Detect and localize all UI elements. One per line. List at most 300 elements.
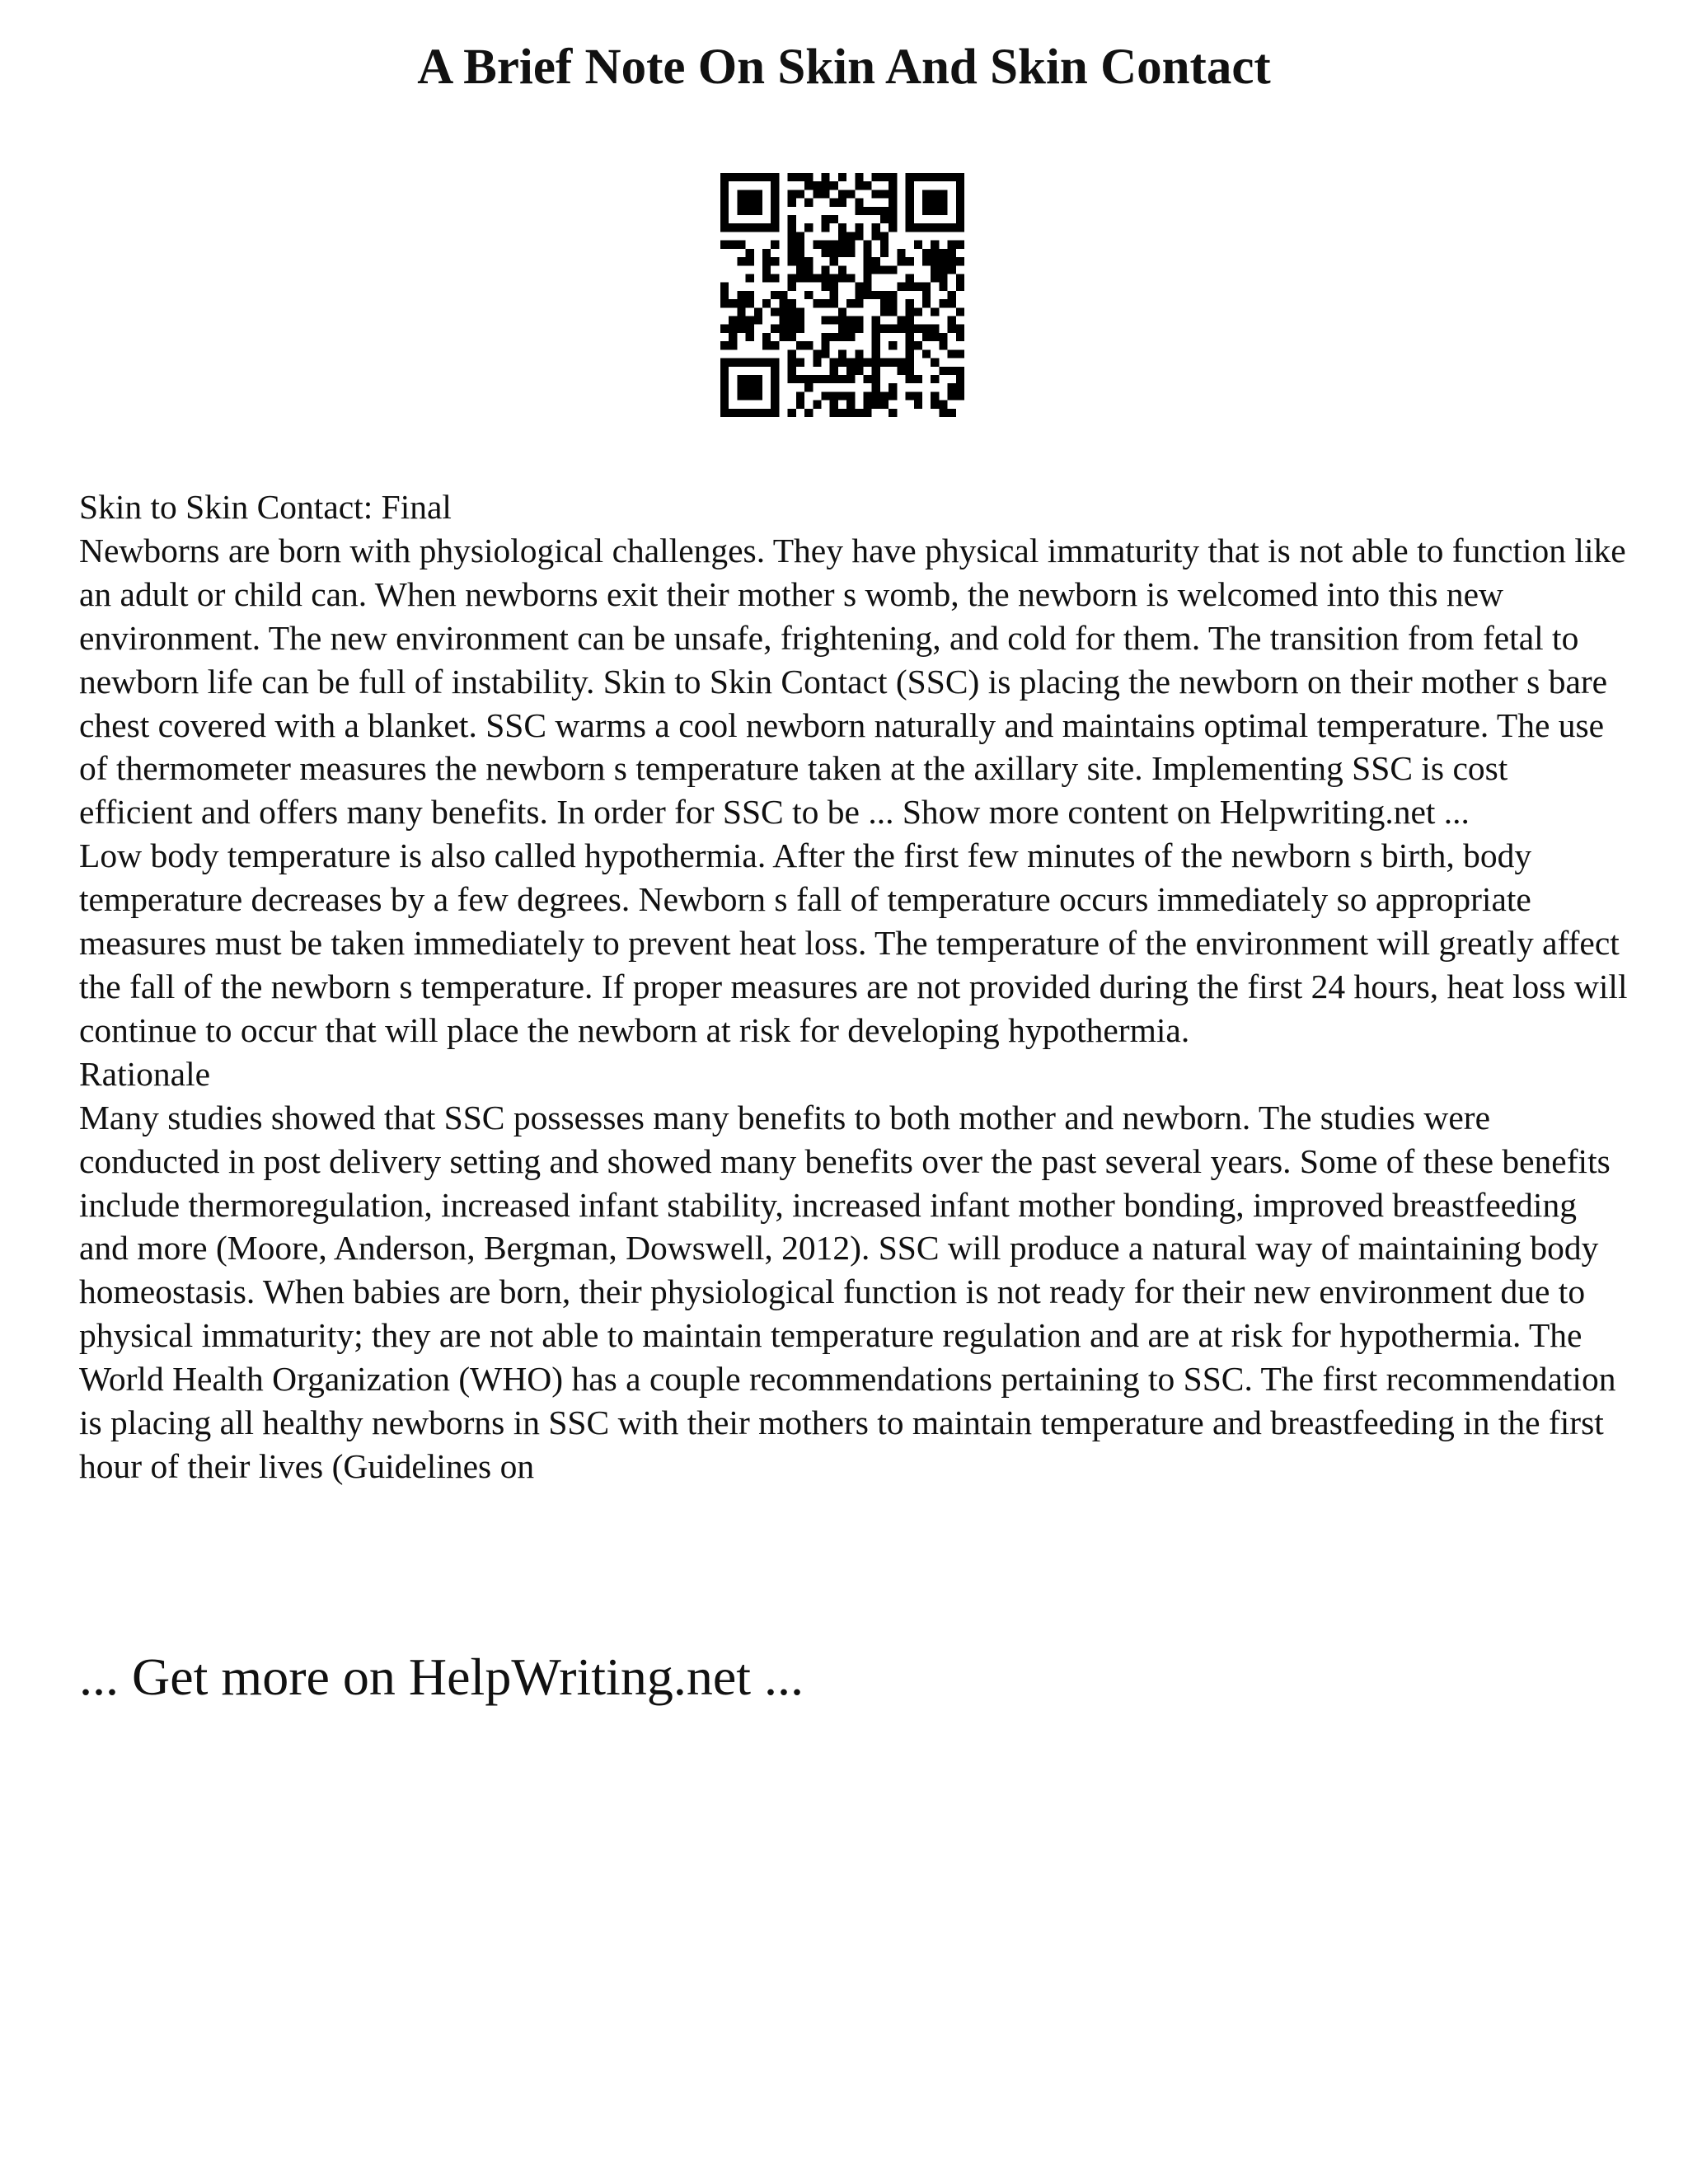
qr-module [846, 333, 855, 341]
qr-module [737, 199, 745, 207]
qr-module [804, 199, 813, 207]
qr-module [897, 325, 905, 333]
qr-module [956, 307, 964, 316]
qr-module [864, 391, 872, 400]
qr-module [948, 349, 956, 358]
qr-module [906, 274, 914, 282]
qr-module [889, 307, 897, 316]
qr-module [771, 215, 779, 223]
qr-module [821, 391, 829, 400]
qr-module [838, 391, 846, 400]
qr-module [779, 325, 787, 333]
qr-module [914, 173, 922, 181]
qr-module [906, 349, 914, 358]
qr-module [830, 391, 838, 400]
qr-module [720, 391, 729, 400]
qr-module [948, 265, 956, 274]
qr-module [746, 409, 754, 417]
qr-module [914, 325, 922, 333]
qr-module [906, 199, 914, 207]
qr-module [788, 409, 796, 417]
qr-module [906, 257, 914, 265]
qr-module [779, 316, 787, 325]
qr-module [922, 291, 931, 299]
get-more-link[interactable]: ... Get more on HelpWriting.net ... [79, 1647, 804, 1706]
qr-module [939, 274, 947, 282]
qr-module [720, 207, 729, 215]
qr-module [720, 223, 729, 232]
qr-module [931, 359, 939, 367]
qr-module [889, 173, 897, 181]
qr-module [922, 283, 931, 291]
qr-module [855, 349, 863, 358]
qr-module [931, 173, 939, 181]
qr-module [771, 181, 779, 190]
qr-module [889, 391, 897, 400]
qr-module [813, 299, 821, 307]
qr-module [922, 299, 931, 307]
qr-module [737, 391, 745, 400]
qr-module [754, 383, 762, 391]
qr-module [762, 299, 771, 307]
qr-module [821, 316, 829, 325]
document-body [79, 485, 1629, 1488]
qr-module [746, 223, 754, 232]
qr-module [771, 367, 779, 375]
qr-module [948, 367, 956, 375]
qr-module [855, 359, 863, 367]
qr-module [754, 375, 762, 383]
qr-module [804, 375, 813, 383]
qr-module [931, 391, 939, 400]
qr-module [796, 257, 804, 265]
qr-module [956, 207, 964, 215]
qr-module [788, 307, 796, 316]
paragraph: Many studies showed that SSC possesses many benefits to both mother and newborn. The studies were conducted in post delivery setting and showed many benefits over the past several years. Some of these benefits include thermoregulation, increased infant stability, increased infant mother bonding, improved breastfeeding and more (Moore, Anderson, Bergman, Dowswell, 2012). SSC will produce a natural way of maintaining body homeostasis. When babies are born, their physiological function is not ready for their new environment due to physical immaturity; they are not able to maintain temperature regulation and are at risk for hypothermia. The World Health Organization (WHO) has a couple recommendations pertaining to SSC. The first recommendation is placing all healthy newborns in SSC with their mothers to maintain temperature and breastfeeding in the first hour of their lives (Guidelines on [79, 1098, 1616, 1485]
qr-module [771, 291, 779, 299]
qr-module [948, 291, 956, 299]
qr-module [956, 181, 964, 190]
qr-module [931, 265, 939, 274]
qr-module [872, 341, 880, 349]
qr-module [897, 316, 905, 325]
qr-module [922, 257, 931, 265]
qr-module [864, 291, 872, 299]
qr-module [872, 265, 880, 274]
qr-module [788, 375, 796, 383]
qr-module [939, 367, 947, 375]
qr-module [889, 341, 897, 349]
qr-module [922, 190, 931, 198]
qr-module [796, 241, 804, 249]
qr-module [846, 401, 855, 409]
qr-module [939, 283, 947, 291]
qr-module [796, 359, 804, 367]
qr-module [846, 232, 855, 240]
qr-module [729, 173, 737, 181]
qr-module [830, 367, 838, 375]
qr-module [914, 341, 922, 349]
qr-module [914, 223, 922, 232]
qr-module [830, 375, 838, 383]
qr-module [880, 215, 889, 223]
qr-module [754, 190, 762, 198]
qr-module [720, 190, 729, 198]
qr-module [737, 207, 745, 215]
qr-module [931, 241, 939, 249]
qr-module [939, 333, 947, 341]
qr-module [779, 307, 787, 316]
qr-module [880, 291, 889, 299]
qr-module [939, 223, 947, 232]
qr-module [821, 349, 829, 358]
qr-module [838, 274, 846, 282]
qr-module [897, 359, 905, 367]
qr-module [880, 207, 889, 215]
qr-module [830, 409, 838, 417]
qr-module [821, 223, 829, 232]
qr-module [846, 316, 855, 325]
qr-module [838, 223, 846, 232]
qr-module [720, 199, 729, 207]
qr-module [956, 325, 964, 333]
qr-module [846, 274, 855, 282]
qr-module [720, 401, 729, 409]
qr-module [956, 391, 964, 400]
qr-module [872, 391, 880, 400]
qr-module [872, 333, 880, 341]
qr-module [880, 232, 889, 240]
qr-module [821, 375, 829, 383]
qr-module [846, 409, 855, 417]
qr-module [922, 333, 931, 341]
qr-module [855, 199, 863, 207]
qr-module [821, 274, 829, 282]
qr-module [737, 325, 745, 333]
qr-module [864, 409, 872, 417]
qr-module [939, 401, 947, 409]
qr-module [956, 173, 964, 181]
qr-module [838, 359, 846, 367]
qr-module [914, 307, 922, 316]
qr-module [948, 391, 956, 400]
qr-module [788, 349, 796, 358]
qr-module [846, 325, 855, 333]
qr-module [906, 181, 914, 190]
qr-module [762, 265, 771, 274]
section-heading: Rationale [79, 1054, 211, 1093]
qr-module [737, 257, 745, 265]
qr-module [737, 409, 745, 417]
qr-module [889, 207, 897, 215]
qr-module [821, 341, 829, 349]
qr-module [864, 249, 872, 257]
qr-module [956, 257, 964, 265]
paragraph: Newborns are born with physiological challenges. They have physical immaturity that is not able to function like an adult or child can. When newborns exit their mother s womb, the newborn is welcomed into this new environment. The new environment can be unsafe, frightening, and cold for them. The transition from fetal to newborn life can be full of instability. Skin to Skin Contact (SSC) is placing the newborn on their mother s bare chest covered with a blanket. SSC warms a cool newborn naturally and maintains optimal temperature. The use of thermometer measures the newborn s temperature taken at the axillary site. Implementing SSC is cost efficient and offers many benefits. In order for SSC to be ... Show more content on Helpwriting.net ... [79, 531, 1626, 832]
qr-module [754, 359, 762, 367]
qr-module [771, 241, 779, 249]
qr-module [948, 223, 956, 232]
qr-module [796, 375, 804, 383]
qr-module [855, 232, 863, 240]
qr-module [931, 207, 939, 215]
qr-module [838, 199, 846, 207]
qr-module [771, 307, 779, 316]
qr-module [779, 299, 787, 307]
qr-module [804, 265, 813, 274]
qr-module [720, 383, 729, 391]
qr-module [737, 173, 745, 181]
qr-module [872, 173, 880, 181]
qr-module [948, 173, 956, 181]
qr-module [821, 173, 829, 181]
qr-module [746, 257, 754, 265]
qr-module [771, 207, 779, 215]
qr-module [830, 316, 838, 325]
qr-module [838, 333, 846, 341]
qr-module [720, 409, 729, 417]
qr-module [737, 241, 745, 249]
qr-module [821, 299, 829, 307]
qr-module [830, 274, 838, 282]
qr-module [889, 223, 897, 232]
qr-module [931, 249, 939, 257]
qr-module [796, 316, 804, 325]
qr-module [846, 249, 855, 257]
qr-module [771, 375, 779, 383]
qr-module [838, 173, 846, 181]
qr-module [855, 291, 863, 299]
qr-code-icon[interactable] [720, 173, 964, 417]
qr-module [948, 383, 956, 391]
qr-module [897, 257, 905, 265]
qr-module [914, 241, 922, 249]
qr-module [746, 375, 754, 383]
qr-module [855, 283, 863, 291]
qr-module [796, 265, 804, 274]
qr-module [939, 257, 947, 265]
qr-module [720, 173, 729, 181]
qr-module [864, 401, 872, 409]
qr-module [762, 409, 771, 417]
qr-module [922, 199, 931, 207]
qr-module [762, 223, 771, 232]
qr-module [948, 241, 956, 249]
section-heading: Skin to Skin Contact: Final [79, 488, 452, 526]
qr-module [939, 299, 947, 307]
qr-module [720, 325, 729, 333]
qr-module [906, 391, 914, 400]
qr-module [746, 359, 754, 367]
qr-module [771, 190, 779, 198]
qr-module [906, 283, 914, 291]
qr-module [754, 307, 762, 316]
qr-module [830, 249, 838, 257]
qr-module [729, 359, 737, 367]
qr-module [880, 307, 889, 316]
qr-module [956, 241, 964, 249]
qr-module [754, 391, 762, 400]
qr-module [830, 359, 838, 367]
qr-module [956, 383, 964, 391]
qr-module [956, 375, 964, 383]
qr-module [788, 215, 796, 223]
qr-module [931, 375, 939, 383]
qr-module [931, 190, 939, 198]
qr-module [872, 325, 880, 333]
qr-module [729, 241, 737, 249]
qr-module [838, 307, 846, 316]
qr-module [821, 190, 829, 198]
qr-module [737, 190, 745, 198]
qr-module [948, 249, 956, 257]
qr-module [906, 215, 914, 223]
qr-module [737, 375, 745, 383]
qr-module [830, 215, 838, 223]
qr-module [864, 265, 872, 274]
qr-module [788, 333, 796, 341]
qr-module [864, 375, 872, 383]
qr-module [872, 367, 880, 375]
qr-module [914, 391, 922, 400]
qr-module [804, 341, 813, 349]
qr-module [956, 274, 964, 282]
qr-module [771, 274, 779, 282]
qr-module [796, 232, 804, 240]
qr-module [846, 367, 855, 375]
qr-module [746, 190, 754, 198]
qr-module [922, 223, 931, 232]
qr-module [864, 257, 872, 265]
qr-module [956, 199, 964, 207]
qr-module [788, 249, 796, 257]
qr-module [872, 207, 880, 215]
qr-module [720, 367, 729, 375]
qr-module [956, 215, 964, 223]
qr-module [729, 223, 737, 232]
qr-module [796, 307, 804, 316]
qr-module [788, 199, 796, 207]
qr-module [737, 299, 745, 307]
qr-module [889, 409, 897, 417]
qr-module [855, 325, 863, 333]
qr-module [737, 383, 745, 391]
qr-module [880, 249, 889, 257]
qr-module [872, 232, 880, 240]
qr-module [737, 291, 745, 299]
qr-module [771, 401, 779, 409]
qr-module [906, 173, 914, 181]
qr-module [872, 316, 880, 325]
qr-module [720, 299, 729, 307]
qr-module [804, 409, 813, 417]
qr-module [948, 409, 956, 417]
qr-module [779, 333, 787, 341]
paragraph: Low body temperature is also called hypothermia. After the first few minutes of the newborn s birth, body temperature decreases by a few degrees. Newborn s fall of temperature occurs immediately so appropriate measures must be taken immediately to prevent heat loss. The temperature of the environment will greatly affect the fall of the newborn s temperature. If proper measures are not provided during the first 24 hours, heat loss will continue to occur that will place the newborn at risk for developing hypothermia. [79, 837, 1628, 1049]
qr-module [922, 325, 931, 333]
qr-module [830, 181, 838, 190]
qr-module [746, 391, 754, 400]
qr-module [939, 190, 947, 198]
qr-module [880, 265, 889, 274]
qr-module [746, 316, 754, 325]
qr-module [746, 333, 754, 341]
qr-module [771, 409, 779, 417]
qr-module [838, 375, 846, 383]
qr-module [864, 181, 872, 190]
qr-module [956, 223, 964, 232]
qr-module [804, 173, 813, 181]
qr-module [729, 333, 737, 341]
qr-module [720, 341, 729, 349]
qr-module [889, 265, 897, 274]
qr-module [931, 223, 939, 232]
qr-module [796, 341, 804, 349]
qr-module [889, 299, 897, 307]
qr-module [813, 349, 821, 358]
qr-module [754, 223, 762, 232]
qr-module [872, 223, 880, 232]
qr-module [729, 316, 737, 325]
qr-module [872, 291, 880, 299]
qr-module [906, 367, 914, 375]
qr-module [880, 241, 889, 249]
qr-module [771, 383, 779, 391]
qr-module [720, 181, 729, 190]
document-title: A Brief Note On Skin And Skin Contact [417, 40, 1271, 95]
qr-module [729, 409, 737, 417]
qr-module [788, 274, 796, 282]
qr-module [788, 190, 796, 198]
qr-module [720, 283, 729, 291]
qr-module [939, 341, 947, 349]
qr-module [788, 173, 796, 181]
qr-module [906, 307, 914, 316]
qr-module [855, 207, 863, 215]
qr-module [813, 274, 821, 282]
qr-module [956, 333, 964, 341]
qr-module [771, 199, 779, 207]
qr-module [889, 359, 897, 367]
qr-module [838, 325, 846, 333]
qr-module [779, 291, 787, 299]
qr-module [948, 257, 956, 265]
qr-module [855, 299, 863, 307]
qr-module [804, 274, 813, 282]
qr-module [754, 207, 762, 215]
qr-module [830, 283, 838, 291]
qr-module [804, 223, 813, 232]
qr-module [813, 375, 821, 383]
qr-module [720, 291, 729, 299]
qr-module [931, 325, 939, 333]
qr-module [796, 190, 804, 198]
qr-module [821, 181, 829, 190]
qr-module [746, 325, 754, 333]
qr-module [771, 257, 779, 265]
qr-module [855, 181, 863, 190]
qr-module [729, 299, 737, 307]
qr-module [762, 333, 771, 341]
qr-module [813, 190, 821, 198]
qr-module [729, 341, 737, 349]
qr-module [737, 359, 745, 367]
qr-module [788, 232, 796, 240]
qr-module [846, 299, 855, 307]
qr-module [838, 241, 846, 249]
qr-module [889, 291, 897, 299]
qr-module [830, 241, 838, 249]
